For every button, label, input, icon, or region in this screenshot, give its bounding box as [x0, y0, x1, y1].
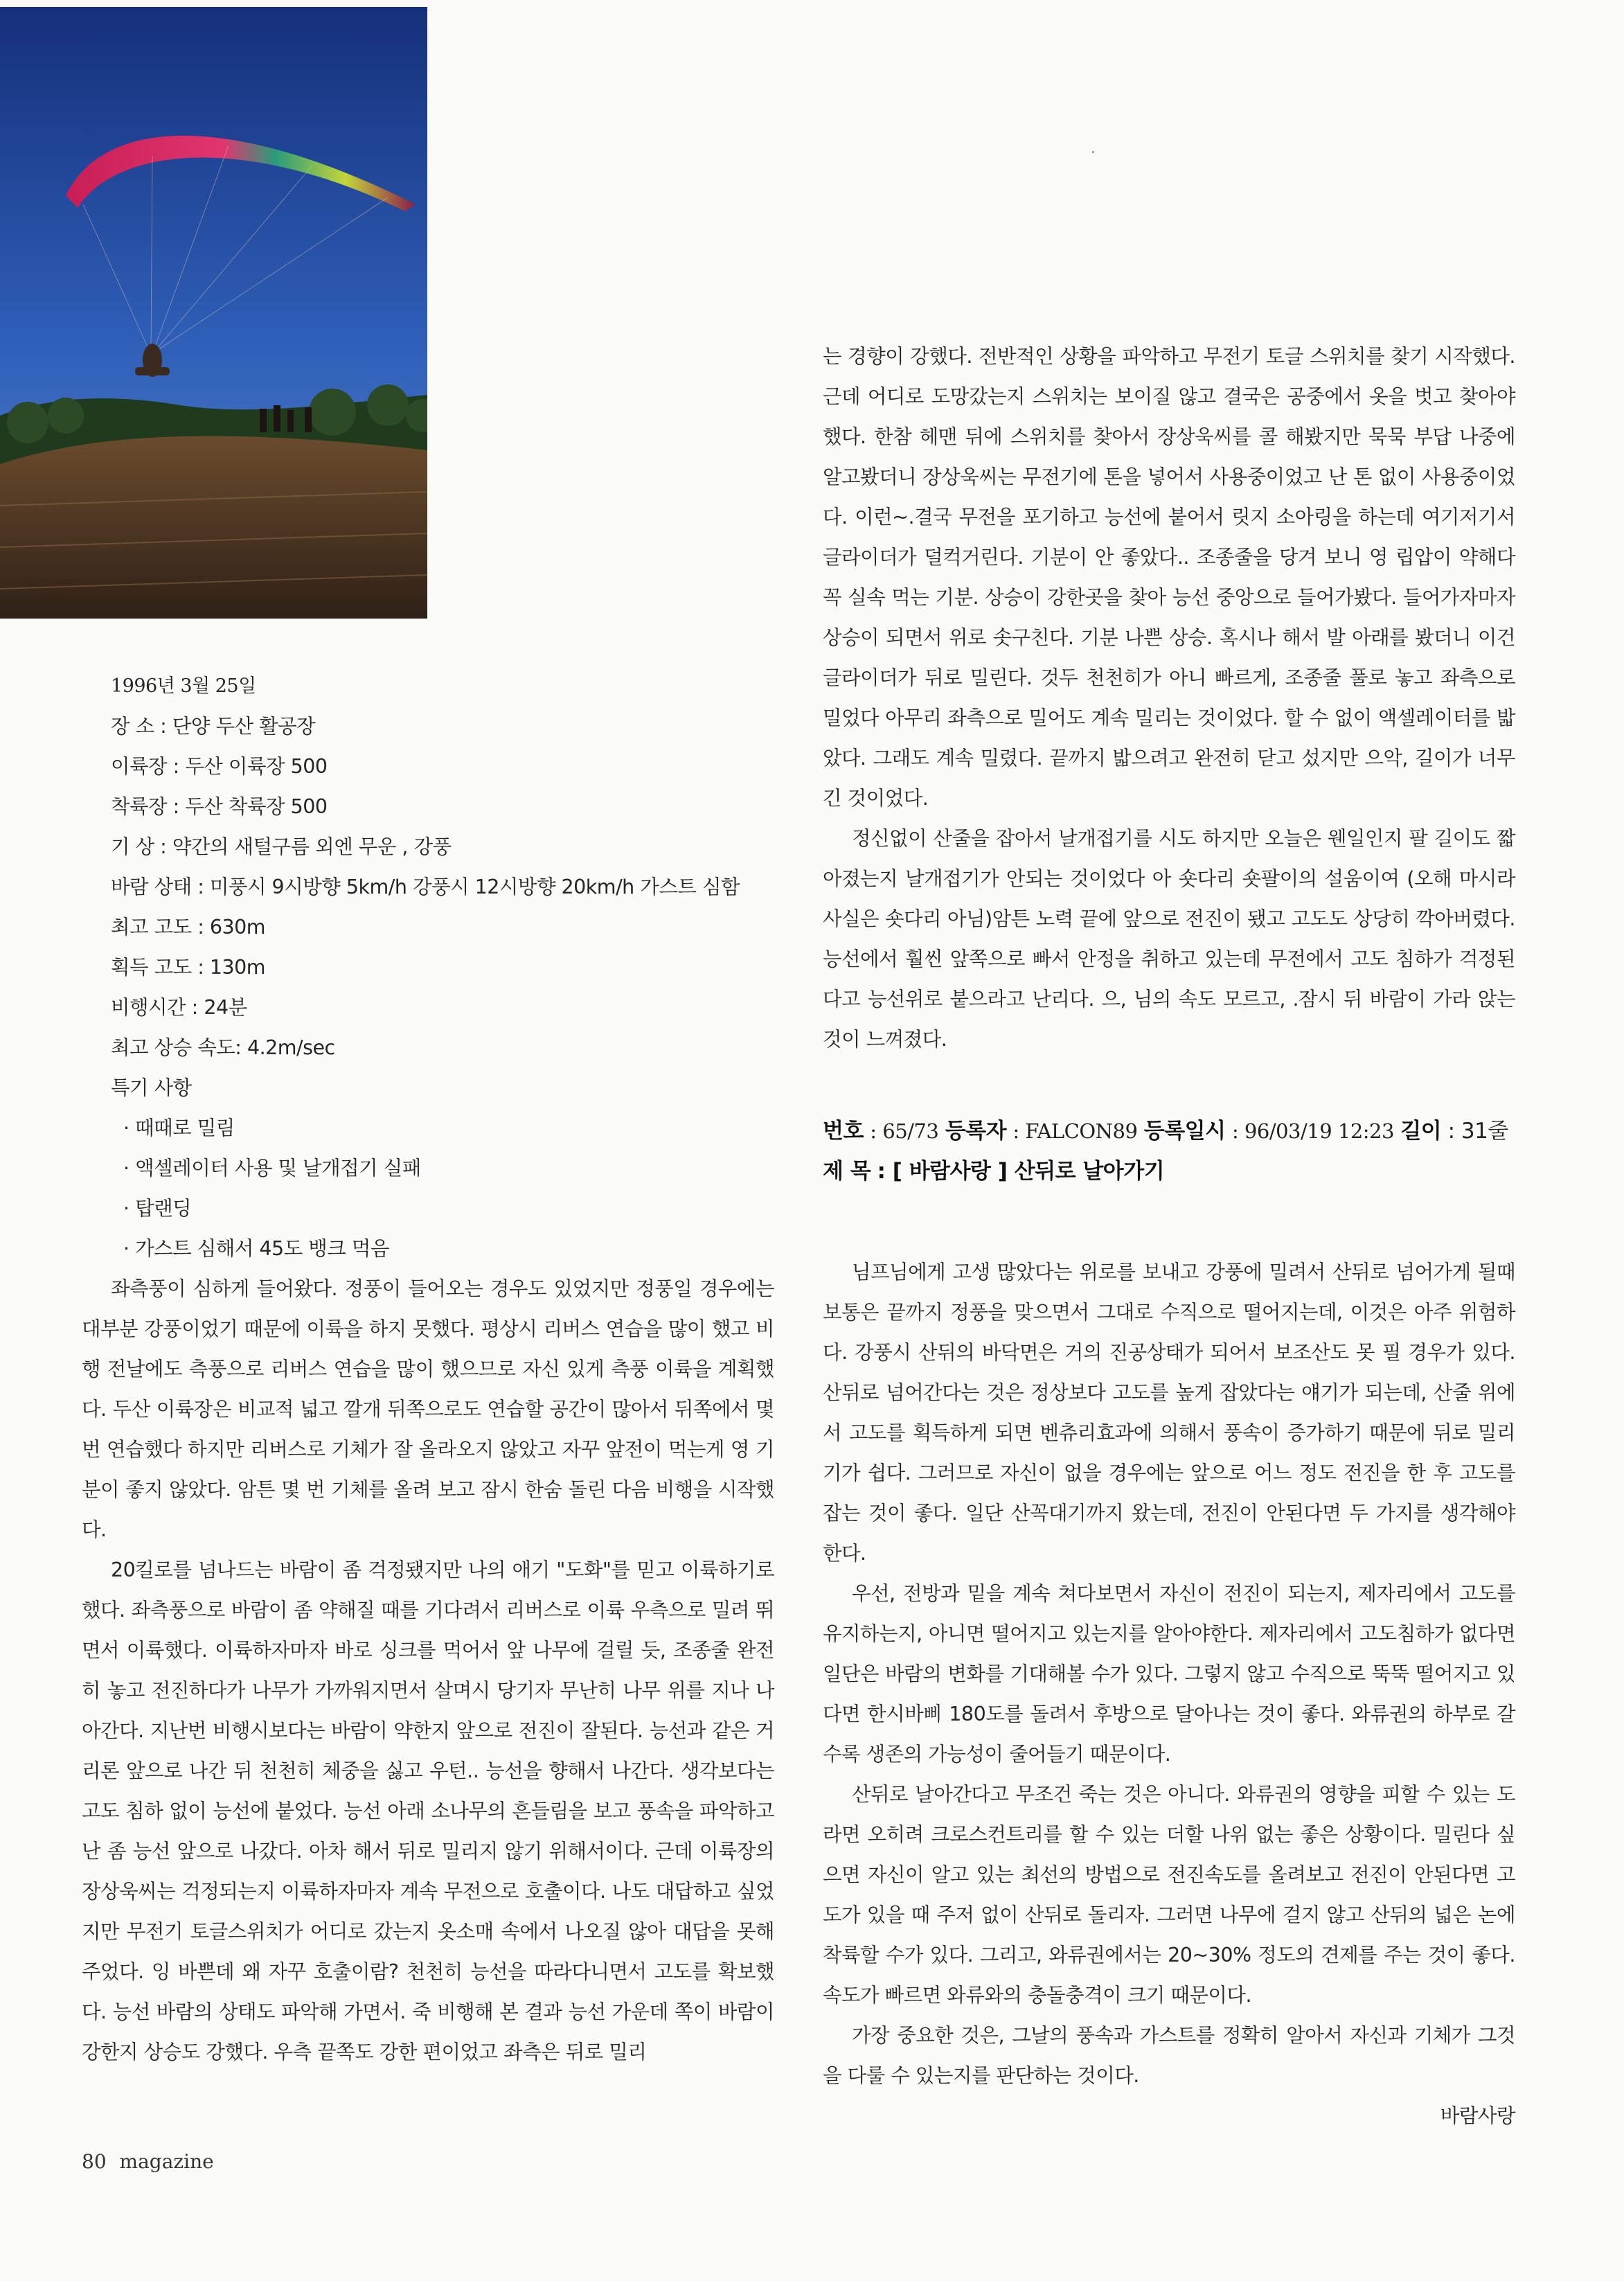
flight-date: 1996년 3월 25일	[111, 675, 256, 697]
author-signature: 바람사랑	[1440, 2104, 1515, 2127]
flight-log-item: 비행시간 : 24분	[111, 996, 247, 1019]
body-paragraph: 는 경향이 강했다. 전반적인 상황을 파악하고 무전기 토글 스위치를 찾기 시작했다. 근데 어디로 도망갔는지 스위치는 보이질 않고 결국은 공중에서 옷을 벗고 찾아야 했다. 한참 헤맨 뒤에 스위치를 찾아서 장상욱씨를 콜 해봤지만 묵묵 부답 나중에 알고봤더니 장상욱씨는 무전기에 톤을 넣어서 사용중이었고 난 톤 없이 사용중이었다. 이런~.결국 무전을 포기하고 능선에 붙어서 릿지 소아링을 하는데 여기저기서 글라이더가 덜컥거린다. 기분이 안 좋았다.. 조종줄을 당겨 보니 영 립압이 약해다 꼭 실속 먹는 기분. 상승이 강한곳을 찾아 능선 중앙으로 들어가봤다. 들어가자마자 상승이 되면서 위로 솟구친다. 기분 나쁜 상승. 혹시나 해서 발 아래를 봤더니 이건 글라이더가 뒤로 밀린다. 것두 천천히가 아니 빠르게, 조종줄 풀로 놓고 좌측으로 밀었다 아무리 좌측으로 밀어도 계속 밀리는 것이었다. 할 수 없이 액셀레이터를 밟았다. 그래도 계속 밀렸다. 끝까지 밟으려고 완전히 닫고 섰지만 으악, 길이가 너무 긴 것이었다.	[823, 345, 1515, 810]
body-paragraph: 20킬로를 넘나드는 바람이 좀 걱정됐지만 나의 애기 "도화"를 믿고 이륙하기로 했다. 좌측풍으로 바람이 좀 약해질 때를 기다려서 리버스로 이륙 우측으로 밀려 뛰면서 이륙했다. 이륙하자마자 바로 싱크를 먹어서 앞 나무에 걸릴 듯, 조종줄 완전히 놓고 전진하다가 나무가 가까워지면서 살며시 당기자 무난히 나무 위를 지나 나아간다. 지난번 비행시보다는 바람이 약한지 앞으로 전진이 잘된다. 능선과 같은 거리론 앞으로 나간 뒤 천천히 체중을 싫고 우턴.. 능선을 향해서 나간다. 생각보다는 고도 침하 없이 능선에 붙었다. 능선 아래 소나무의 흔들림을 보고 풍속을 파악하고 난 좀 능선 앞으로 나갔다. 아차 해서 뒤로 밀리지 않기 위해서이다. 근데 이륙장의 장상욱씨는 걱정되는지 이륙하자마자 계속 무전으로 호출이다. 나도 대답하고 싶었지만 무전기 토글스위치가 어디로 갔는지 옷소매 속에서 나오질 않아 대답을 못해 주었다. 잉 바쁜데 왜 자꾸 호출이람? 천천히 능선을 따라다니면서 고도를 확보했다. 능선 바람의 상태도 파악해 가면서. 죽 비행해 본 결과 능선 가운데 쪽이 바람이 강한지 상승도 강했다. 우측 끝쪽도 강한 편이었고 좌측은 뒤로 밀리	[82, 1559, 774, 2063]
flight-note: · 액셀레이터 사용 및 날개접기 실패	[123, 1157, 421, 1180]
body-paragraph: 정신없이 산줄을 잡아서 날개접기를 시도 하지만 오늘은 웬일인지 팔 길이도 짧아졌는지 날개접기가 안되는 것이었다 아 숏다리 숏팔이의 설움이여 (오해 마시라 사실은 숏다리 아님)암튼 노력 끝에 앞으로 전진이 됐고 고도도 상당히 깍아버렸다. 능선에서 훨씬 앞쪽으로 빠서 안정을 취하고 있는데 무전에서 고도 침하가 걱정된다고 능선위로 붙으라고 난리다. 으, 님의 속도 모르고, .잠시 뒤 바람이 가라 앉는 것이 느껴졌다.	[823, 827, 1515, 1051]
left-column	[82, 666, 774, 2073]
post-length: : 31줄	[1447, 1119, 1508, 1144]
post-author-label: 등록자	[945, 1119, 1007, 1144]
post-title-line	[823, 1151, 1515, 1191]
body-paragraph: 우선, 전방과 밑을 계속 쳐다보면서 자신이 전진이 되는지, 제자리에서 고도를 유지하는지, 아니면 떨어지고 있는지를 알아야한다. 제자리에서 고도침하가 없다면 일단은 바람의 변화를 기대해볼 수가 있다. 그렇지 않고 수직으로 뚝뚝 떨어지고 있다면 한시바삐 180도를 돌려서 후방으로 달아나는 것이 좋다. 와류권의 하부로 갈수록 생존의 가능성이 줄어들기 때문이다.	[823, 1582, 1515, 1766]
page-footer	[82, 2150, 221, 2173]
bbs-post-header	[823, 1111, 1515, 1191]
flight-log-item: 착륙장 : 두산 착륙장 500	[111, 795, 328, 818]
flight-log-item: 이륙장 : 두산 이륙장 500	[111, 755, 328, 778]
flight-log-item: 획득 고도 : 130m	[111, 956, 266, 979]
magazine-label: magazine	[119, 2150, 214, 2173]
post-date: : 96/03/19 12:23	[1231, 1119, 1394, 1143]
body-paragraph: 산뒤로 날아간다고 무조건 죽는 것은 아니다. 와류권의 영향을 피할 수 있는 도라면 오히려 크로스컨트리를 할 수 있는 더할 나위 없는 좋은 상황이다. 밀린다 싶으면 자신이 알고 있는 최선의 방법으로 전진속도를 올려보고 전진이 안된다면 고도가 있을 때 주저 없이 산뒤로 돌리자. 그러면 나무에 걸지 않고 산뒤의 넓은 논에 착륙할 수가 있다. 그리고, 와류권에서는 20~30% 정도의 견제를 주는 것이 좋다. 속도가 빠르면 와류와의 충돌충격이 크기 때문이다.	[823, 1783, 1515, 2007]
body-paragraph: 좌측풍이 심하게 들어왔다. 정풍이 들어오는 경우도 있었지만 정풍일 경우에는 대부분 강풍이었기 때문에 이륙을 하지 못했다. 평상시 리버스 연습을 많이 했고 비행 전날에도 측풍으로 리버스 연습을 많이 했으므로 자신 있게 측풍 이륙을 계획했다. 두산 이륙장은 비교적 넓고 깔개 뒤쪽으로도 연습할 공간이 많아서 뒤쪽에서 몇 번 연습했다 하지만 리버스로 기체가 잘 올라오지 않았고 자꾸 앞전이 먹는게 영 기분이 좋지 않았다. 암튼 몇 번 기체를 올려 보고 잠시 한숨 돌린 다음 비행을 시작했다.	[82, 1277, 774, 1541]
flight-log-item: 기 상 : 약간의 새털구름 외엔 무운 , 강풍	[111, 835, 452, 858]
flight-log-item: 최고 고도 : 630m	[111, 916, 266, 939]
post-title: : [ 바람사랑 ] 산뒤로 날아가기	[877, 1159, 1165, 1184]
post-title-label: 제 목	[823, 1159, 871, 1184]
post-length-label: 길이	[1400, 1119, 1442, 1144]
flight-note: · 탑랜딩	[123, 1197, 192, 1220]
page-number: 80	[82, 2150, 107, 2173]
post-author: : FALCON89	[1012, 1119, 1138, 1143]
body-paragraph: 가장 중요한 것은, 그날의 풍속과 가스트를 정확히 알아서 자신과 기체가 그것을 다룰 수 있는지를 판단하는 것이다.	[823, 2024, 1515, 2087]
right-column	[823, 337, 1515, 2136]
post-date-label: 등록일시	[1143, 1119, 1226, 1144]
post-meta-line	[823, 1111, 1515, 1151]
flight-log	[82, 666, 774, 1269]
flight-log-item: 최고 상승 속도: 4.2m/sec	[111, 1036, 335, 1059]
body-paragraph: 님프님에게 고생 많았다는 위로를 보내고 강풍에 밀려서 산뒤로 넘어가게 될때 보통은 끝까지 정풍을 맞으면서 그대로 수직으로 떨어지는데, 이것은 아주 위험하다. 강풍시 산뒤의 바닥면은 거의 진공상태가 되어서 보조산도 못 필 경우가 있다. 산뒤로 넘어간다는 것은 정상보다 고도를 높게 잡았다는 얘기가 되는데, 산줄 위에서 고도를 획득하게 되면 벤츄리효과에 의해서 풍속이 증가하기 때문에 뒤로 밀리기가 쉽다. 그러므로 자신이 없을 경우에는 앞으로 어느 정도 전진을 한 후 고도를 잡는 것이 좋다. 일단 산꼭대기까지 왔는데, 전진이 안된다면 두 가지를 생각해야 한다.	[823, 1261, 1515, 1565]
flight-log-item: 장 소 : 단양 두산 활공장	[111, 715, 316, 738]
flight-note: · 때때로 밀림	[123, 1117, 235, 1139]
post-number: : 65/73	[870, 1119, 939, 1143]
flight-note: · 가스트 심해서 45도 뱅크 먹음	[123, 1237, 389, 1260]
paraglider-photo	[0, 7, 427, 619]
print-speck	[1092, 151, 1094, 153]
flight-log-item: 바람 상태 : 미풍시 9시방향 5km/h 강풍시 12시방향 20km/h 가스트 심함	[111, 876, 740, 898]
flight-log-item: 특기 사항	[111, 1076, 192, 1099]
post-number-label: 번호	[823, 1119, 864, 1144]
